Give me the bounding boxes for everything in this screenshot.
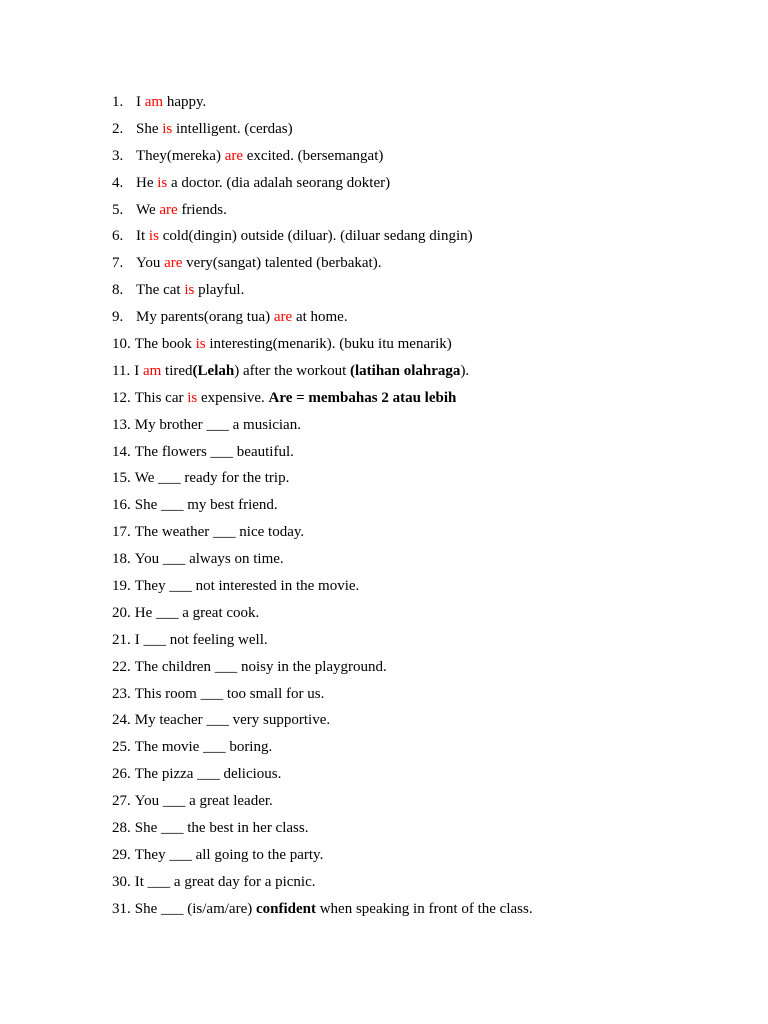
item-text bbox=[135, 734, 272, 761]
item-number: 9. bbox=[112, 309, 124, 326]
list-item bbox=[112, 250, 752, 277]
list-item bbox=[112, 519, 752, 546]
text-segment: My teacher ___ very supportive. bbox=[134, 712, 331, 729]
item-number: 6. bbox=[112, 228, 124, 245]
text-segment: a doctor. (dia adalah seorang dokter) bbox=[167, 174, 391, 191]
item-number: 26. bbox=[112, 766, 131, 783]
list-item bbox=[112, 492, 752, 519]
item-text bbox=[135, 600, 260, 627]
item-number: 16. bbox=[112, 497, 131, 514]
list-item bbox=[112, 277, 752, 304]
list-item bbox=[112, 681, 752, 708]
list-item bbox=[112, 223, 752, 250]
item-number: 31. bbox=[112, 900, 131, 917]
item-text bbox=[135, 385, 457, 412]
text-segment: They(mereka) bbox=[136, 147, 225, 164]
item-number: 11. bbox=[112, 362, 131, 379]
list-item bbox=[112, 304, 752, 331]
item-text bbox=[135, 519, 304, 546]
list-item bbox=[112, 788, 752, 815]
text-segment: ). bbox=[460, 362, 470, 379]
list-item bbox=[112, 573, 752, 600]
verb-answer: is bbox=[157, 174, 168, 191]
list-item bbox=[112, 439, 752, 466]
item-text bbox=[135, 492, 278, 519]
bold-text: (latihan olahraga bbox=[350, 362, 461, 379]
item-text bbox=[135, 707, 330, 734]
item-text bbox=[135, 627, 268, 654]
verb-answer: is bbox=[184, 282, 195, 299]
text-segment: You ___ a great leader. bbox=[134, 793, 273, 810]
text-segment: This room ___ too small for us. bbox=[134, 685, 325, 702]
verb-answer: am bbox=[144, 94, 164, 110]
text-segment: They ___ all going to the party. bbox=[134, 846, 324, 863]
item-number: 1. bbox=[112, 94, 124, 110]
list-item bbox=[112, 734, 752, 761]
text-segment: This car bbox=[134, 389, 188, 406]
text-segment: interesting(menarik). (buku itu menarik) bbox=[205, 336, 452, 353]
verb-answer: is bbox=[195, 336, 206, 353]
text-segment: She ___ the best in her class. bbox=[134, 820, 309, 837]
item-text bbox=[136, 197, 227, 224]
text-segment: The cat bbox=[136, 282, 185, 299]
item-text bbox=[136, 223, 473, 250]
item-text bbox=[136, 304, 348, 331]
verb-answer: is bbox=[148, 228, 159, 245]
list-item bbox=[112, 869, 752, 896]
item-number: 4. bbox=[112, 174, 124, 191]
text-segment: The book bbox=[134, 336, 196, 353]
list-item bbox=[112, 546, 752, 573]
text-segment: He bbox=[136, 174, 158, 191]
item-text bbox=[135, 573, 360, 600]
text-segment: My brother ___ a musician. bbox=[134, 416, 301, 433]
item-number: 30. bbox=[112, 873, 131, 890]
text-segment: We bbox=[136, 201, 160, 218]
list-item bbox=[112, 707, 752, 734]
verb-answer: am bbox=[142, 362, 162, 379]
item-number: 21. bbox=[112, 631, 131, 648]
item-text bbox=[135, 546, 284, 573]
list-item bbox=[112, 143, 752, 170]
bold-text: confident bbox=[255, 900, 316, 917]
list-item bbox=[112, 600, 752, 627]
item-text bbox=[135, 654, 387, 681]
text-segment: They ___ not interested in the movie. bbox=[134, 578, 360, 595]
text-segment: It ___ a great day for a picnic. bbox=[134, 873, 316, 890]
item-number: 3. bbox=[112, 147, 124, 164]
item-number: 23. bbox=[112, 685, 131, 702]
text-segment: My parents(orang tua) bbox=[136, 309, 274, 326]
item-text bbox=[135, 465, 290, 492]
verb-answer: are bbox=[224, 147, 244, 164]
text-segment: The pizza ___ delicious. bbox=[134, 766, 282, 783]
item-text bbox=[134, 358, 469, 385]
item-number: 7. bbox=[112, 255, 124, 272]
text-segment: The children ___ noisy in the playground. bbox=[134, 658, 387, 675]
verb-answer: are bbox=[164, 255, 183, 272]
list-item bbox=[112, 896, 752, 923]
item-text bbox=[136, 277, 244, 304]
text-segment: happy. bbox=[163, 94, 207, 110]
verb-answer: are bbox=[159, 201, 178, 218]
text-segment: cold(dingin) outside (diluar). (diluar sedang dingin) bbox=[158, 228, 473, 245]
bold-text: (Lelah bbox=[192, 362, 235, 379]
item-text bbox=[135, 331, 452, 358]
text-segment: You ___ always on time. bbox=[134, 551, 284, 568]
text-segment: I bbox=[134, 362, 143, 379]
item-text bbox=[135, 412, 301, 439]
item-number: 28. bbox=[112, 820, 131, 837]
item-text bbox=[135, 815, 309, 842]
text-segment: You bbox=[136, 255, 165, 272]
list-item bbox=[112, 654, 752, 681]
item-number: 19. bbox=[112, 578, 131, 595]
list-item bbox=[112, 358, 752, 385]
text-segment: tired bbox=[161, 362, 193, 379]
text-segment: The weather ___ nice today. bbox=[134, 524, 305, 541]
list-item bbox=[112, 627, 752, 654]
text-segment: I bbox=[136, 94, 145, 110]
text-segment: We ___ ready for the trip. bbox=[134, 470, 290, 487]
exercise-list bbox=[112, 89, 752, 923]
verb-answer: are bbox=[273, 309, 293, 326]
text-segment: He ___ a great cook. bbox=[134, 604, 260, 621]
item-number: 29. bbox=[112, 846, 131, 863]
list-item bbox=[112, 89, 752, 116]
item-text bbox=[135, 761, 282, 788]
item-text bbox=[136, 143, 383, 170]
text-segment: when speaking in front of the class. bbox=[315, 900, 533, 917]
text-segment: excited. (bersemangat) bbox=[243, 147, 384, 164]
list-item bbox=[112, 842, 752, 869]
item-number: 18. bbox=[112, 551, 131, 568]
text-segment: ) after the workout bbox=[234, 362, 350, 379]
item-text bbox=[135, 439, 294, 466]
list-item bbox=[112, 385, 752, 412]
list-item bbox=[112, 331, 752, 358]
item-text bbox=[135, 681, 325, 708]
text-segment: She ___ my best friend. bbox=[134, 497, 278, 514]
text-segment: playful. bbox=[194, 282, 245, 299]
list-item bbox=[112, 761, 752, 788]
list-item bbox=[112, 465, 752, 492]
item-number: 5. bbox=[112, 201, 124, 218]
item-text bbox=[135, 896, 533, 923]
item-text bbox=[136, 116, 293, 143]
item-text bbox=[136, 170, 390, 197]
item-number: 8. bbox=[112, 282, 124, 299]
item-number: 27. bbox=[112, 793, 131, 810]
verb-answer: is bbox=[187, 389, 198, 406]
item-text bbox=[136, 89, 206, 116]
verb-answer: is bbox=[162, 120, 173, 137]
text-segment: intelligent. (cerdas) bbox=[172, 120, 293, 137]
text-segment: She bbox=[136, 120, 163, 137]
item-number: 10. bbox=[112, 336, 131, 353]
text-segment: The movie ___ boring. bbox=[134, 739, 273, 756]
item-text bbox=[135, 842, 324, 869]
list-item bbox=[112, 170, 752, 197]
text-segment: at home. bbox=[292, 309, 348, 326]
item-number: 22. bbox=[112, 658, 131, 675]
text-segment: friends. bbox=[177, 201, 227, 218]
item-text bbox=[135, 869, 316, 896]
text-segment: very(sangat) talented (berbakat). bbox=[182, 255, 382, 272]
list-item bbox=[112, 116, 752, 143]
item-number: 13. bbox=[112, 416, 131, 433]
text-segment: The flowers ___ beautiful. bbox=[134, 443, 294, 460]
list-item bbox=[112, 815, 752, 842]
bold-text: Are = membahas 2 atau lebih bbox=[268, 389, 457, 406]
item-number: 25. bbox=[112, 739, 131, 756]
list-item bbox=[112, 197, 752, 224]
text-segment: It bbox=[136, 228, 149, 245]
item-text bbox=[136, 250, 381, 277]
item-number: 17. bbox=[112, 524, 131, 541]
text-segment: expensive. bbox=[197, 389, 269, 406]
item-number: 15. bbox=[112, 470, 131, 487]
item-number: 20. bbox=[112, 604, 131, 621]
item-number: 2. bbox=[112, 120, 124, 137]
item-number: 24. bbox=[112, 712, 131, 729]
item-number: 14. bbox=[112, 443, 131, 460]
item-number: 12. bbox=[112, 389, 131, 406]
text-segment: She ___ (is/am/are) bbox=[134, 900, 256, 917]
item-text bbox=[135, 788, 273, 815]
text-segment: I ___ not feeling well. bbox=[134, 631, 268, 648]
list-item bbox=[112, 412, 752, 439]
